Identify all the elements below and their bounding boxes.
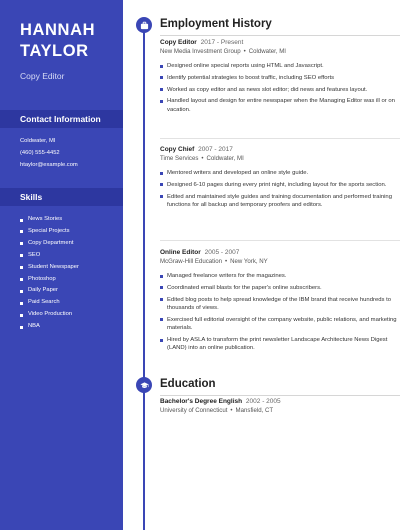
- contact-location: Coldwater, MI: [20, 138, 56, 144]
- briefcase-icon: [136, 17, 152, 33]
- job-entry: [160, 38, 398, 118]
- bullet-item: Mentored writers and developed an online style guide.: [160, 169, 398, 177]
- bullet-item: Exercised full editorial oversight of the company website, public relations, and marketing materials.: [160, 316, 398, 333]
- job-entry: [160, 248, 398, 356]
- separator-dot: •: [224, 258, 228, 265]
- skill-item: News Stories: [20, 214, 123, 226]
- job-heading: [160, 145, 398, 154]
- name-last: TAYLOR: [20, 42, 89, 60]
- bullet-item: Coordinated email blasts for the paper's online subscribers.: [160, 284, 398, 292]
- bullet-item: Designed online special reports using HTML and Javascript.: [160, 62, 398, 70]
- skills-list: [0, 206, 123, 333]
- skill-item: SEO: [20, 250, 123, 262]
- separator-dot: •: [201, 155, 204, 162]
- job-dates: 2017 - Present: [200, 39, 244, 46]
- contact-heading: Contact Information: [0, 110, 123, 128]
- timeline-line: [143, 24, 145, 530]
- job-location: Coldwater, MI: [206, 155, 244, 162]
- bullet-item: Managed freelance writers for the magazines.: [160, 272, 398, 280]
- job-bullets: [160, 62, 398, 114]
- job-title: Copy Chief: [160, 146, 195, 153]
- graduation-cap-icon: [136, 377, 152, 393]
- job-company-line: [160, 47, 398, 56]
- school-line: [160, 406, 398, 415]
- education-divider: [160, 395, 400, 396]
- bullet-item: Edited blog posts to help spread knowledge of the IBM brand that receive hundreds to thousands of views.: [160, 296, 398, 313]
- job-title: Copy Editor: [20, 71, 65, 81]
- job-company: McGraw-Hill Education: [160, 258, 222, 265]
- school-location: Mansfield, CT: [235, 407, 274, 414]
- bullet-item: Edited and maintained style guides and training documentation and performed training functions for all backup and temporary proofers and editors.: [160, 193, 398, 210]
- job-location: Coldwater, MI: [248, 48, 287, 55]
- bullet-item: Worked as copy editor and as news slot editor; did news and features layout.: [160, 86, 398, 94]
- skills-heading: Skills: [0, 188, 123, 206]
- separator-dot: •: [243, 48, 246, 55]
- skill-item: Video Production: [20, 309, 123, 321]
- skill-item: Paid Search: [20, 297, 123, 309]
- name-block: [0, 0, 123, 110]
- job-bullets: [160, 169, 398, 209]
- education-heading-line: [160, 397, 398, 406]
- school-name: University of Connecticut: [160, 407, 228, 414]
- bullet-item: Designed 6-10 pages during every print night, including layout for the sports section.: [160, 181, 398, 189]
- education-heading: Education: [160, 378, 216, 390]
- job-company: New Media Investment Group: [160, 48, 241, 55]
- name-first: HANNAH: [20, 21, 96, 39]
- education-entry: [160, 397, 398, 415]
- job-company-line: [160, 257, 398, 266]
- skill-item: Photoshop: [20, 274, 123, 286]
- bullet-item: Hired by ASLA to transform the print newsletter Landscape Architecture News Digest (LAND) into an online publication.: [160, 336, 398, 353]
- job-heading: [160, 248, 398, 257]
- job-dates: 2007 - 2017: [198, 146, 233, 153]
- job-divider: [160, 240, 400, 241]
- contact-list: [0, 128, 123, 180]
- skill-item: Copy Department: [20, 238, 123, 250]
- job-bullets: [160, 272, 398, 353]
- skill-item: Student Newspaper: [20, 262, 123, 274]
- main-content: [123, 0, 410, 530]
- bullet-item: Identify potential strategies to boost traffic, including SEO efforts: [160, 74, 398, 82]
- job-divider: [160, 138, 400, 139]
- separator-dot: •: [230, 407, 233, 414]
- contact-phone[interactable]: (460) 555-4452: [20, 150, 60, 156]
- job-dates: 2005 - 2007: [204, 249, 240, 256]
- employment-heading: Employment History: [160, 18, 272, 30]
- sidebar: [0, 0, 123, 530]
- job-location: New York, NY: [230, 258, 268, 265]
- job-company-line: [160, 154, 398, 163]
- job-title: Online Editor: [160, 249, 201, 256]
- contact-email[interactable]: htaylor@example.com: [20, 162, 78, 168]
- skill-item: NBA: [20, 321, 123, 333]
- job-entry: [160, 145, 398, 213]
- employment-divider: [160, 35, 400, 36]
- job-heading: [160, 38, 398, 47]
- bullet-item: Handled layout and design for entire newspaper when the Managing Editor was ill or on vacation.: [160, 97, 398, 114]
- skill-item: Daily Paper: [20, 285, 123, 297]
- degree: Bachelor's Degree English: [160, 398, 243, 405]
- skill-item: Special Projects: [20, 226, 123, 238]
- job-title: Copy Editor: [160, 39, 197, 46]
- job-company: Time Services: [160, 155, 199, 162]
- education-dates: 2002 - 2005: [245, 398, 281, 405]
